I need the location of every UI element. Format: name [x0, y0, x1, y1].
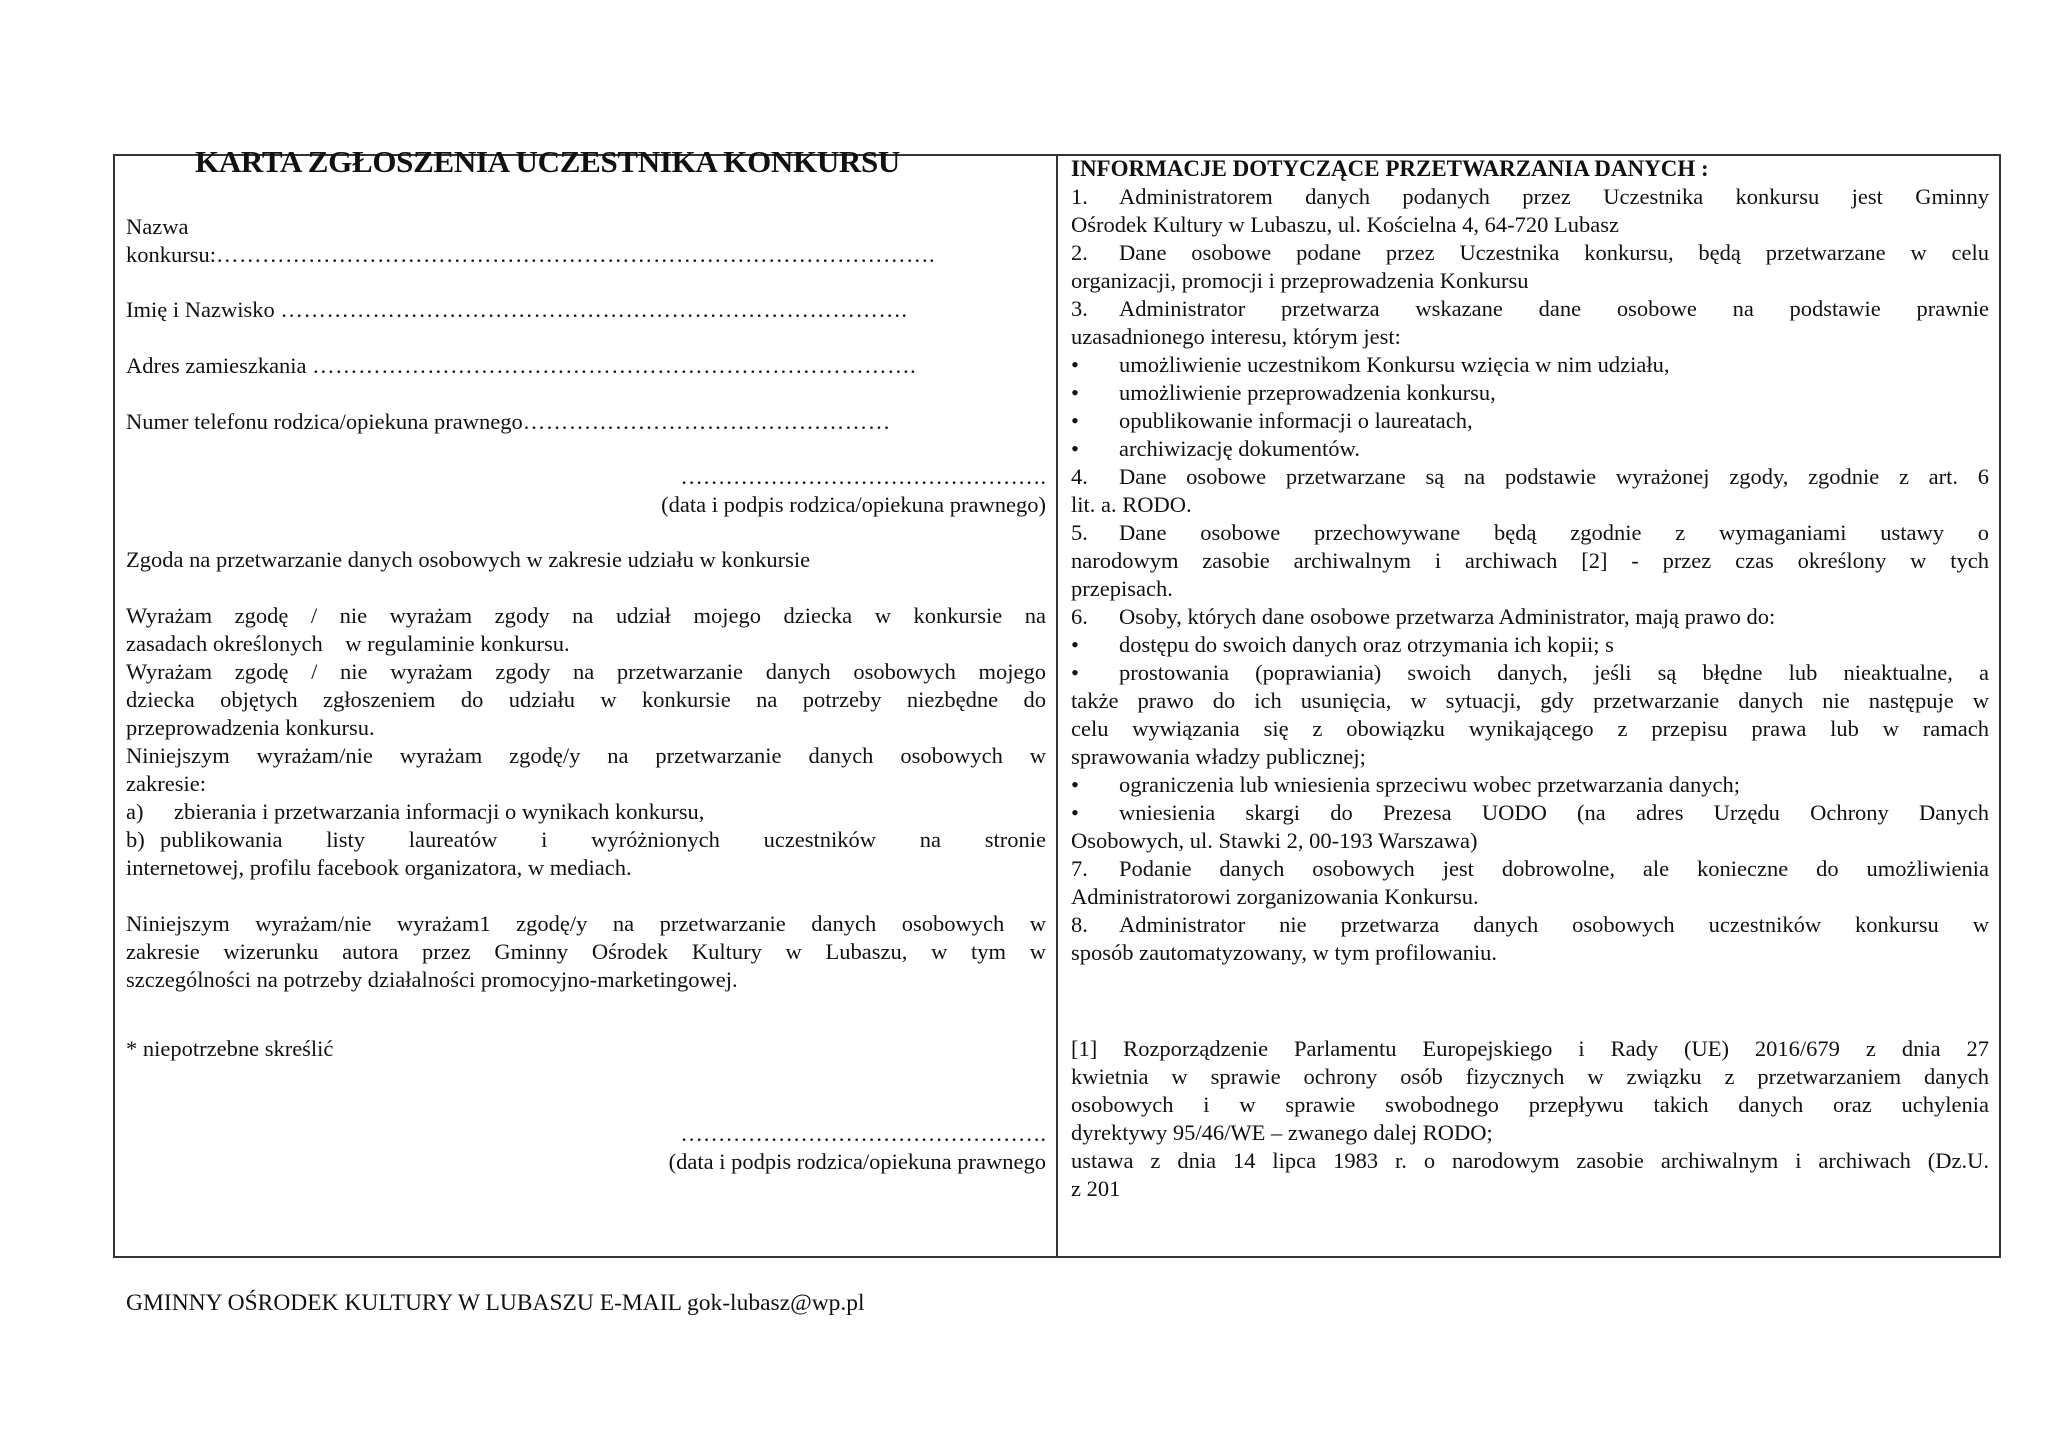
signature-line-1[interactable]: ………………………………………….: [680, 464, 1046, 489]
item-text: wniesienia skargi do Prezesa UODO (na adres Urzędu Ochrony Danych: [1119, 800, 1989, 825]
footnote-line: dyrektywy 95/46/WE – zwanego dalej RODO;: [1071, 1120, 1493, 1145]
info-bullet-item: [1071, 799, 1989, 827]
full-name-field[interactable]: [126, 296, 1046, 324]
info-bullet-item: [1071, 771, 1989, 799]
scope-text: publikowania listy laureatów i wyróżnionych uczestników na stronie: [160, 827, 1046, 852]
footnote-line: z 201: [1071, 1176, 1121, 1201]
address-field[interactable]: [126, 352, 1046, 380]
item-number: 2.: [1071, 240, 1088, 265]
consent-line: Wyrażam zgodę / nie wyrażam zgody na udział mojego dziecka w konkursie na: [126, 603, 1046, 628]
bullet-icon: •: [1071, 380, 1079, 405]
item-text: Administrator przetwarza wskazane dane osobowe na podstawie prawnie: [1119, 296, 1989, 321]
info-continuation-line: celu wywiązania się z obowiązku wynikającego z przepisu prawa lub w ramach: [1071, 716, 1989, 741]
scope-marker: b): [126, 827, 145, 852]
item-text: archiwizację dokumentów.: [1119, 436, 1360, 461]
info-continuation-line: Osobowych, ul. Stawki 2, 00-193 Warszawa): [1071, 828, 1478, 853]
full-name-dots[interactable]: ……………………………………………………………………….: [280, 297, 908, 322]
consent-line: zasadach określonych w regulaminie konkursu.: [126, 631, 570, 656]
bullet-icon: •: [1071, 352, 1079, 377]
info-heading: INFORMACJE DOTYCZĄCE PRZETWARZANIA DANYCH :: [1071, 156, 1709, 181]
info-bullet-item: [1071, 379, 1989, 407]
info-bullet-item: [1071, 351, 1989, 379]
contest-name-label: Nazwa: [126, 214, 189, 239]
info-numbered-item: [1071, 463, 1989, 491]
item-text: ograniczenia lub wniesienia sprzeciwu wobec przetwarzania danych;: [1119, 772, 1740, 797]
contest-name-label-cont: konkursu:: [126, 242, 216, 267]
info-continuation-line: organizacji, promocji i przeprowadzenia Konkursu: [1071, 268, 1529, 293]
info-bullet-item: [1071, 631, 1989, 659]
info-continuation-line: narodowym zasobie archiwalnym i archiwach [2] - przez czas określony w tych: [1071, 548, 1989, 573]
footnote-line: ustawa z dnia 14 lipca 1983 r. o narodowym zasobie archiwalnym i archiwach (Dz.U.: [1071, 1148, 1989, 1173]
full-name-label: Imię i Nazwisko: [126, 297, 275, 322]
info-numbered-item: [1071, 603, 1989, 631]
address-label: Adres zamieszkania: [126, 353, 307, 378]
bullet-icon: •: [1071, 408, 1079, 433]
item-text: umożliwienie uczestnikom Konkursu wzięcia w nim udziału,: [1119, 352, 1670, 377]
item-text: dostępu do swoich danych oraz otrzymania ich kopii; s: [1119, 632, 1614, 657]
phone-dots[interactable]: …………………………………………: [522, 409, 891, 434]
item-number: 1.: [1071, 184, 1088, 209]
address-dots[interactable]: …………………………………………………………………….: [312, 353, 917, 378]
info-bullet-item: [1071, 659, 1989, 687]
scope-item-b: [126, 826, 1046, 854]
info-bullet-item: [1071, 435, 1989, 463]
consent-line: przeprowadzenia konkursu.: [126, 715, 375, 740]
info-continuation-line: sprawowania władzy publicznej;: [1071, 744, 1366, 769]
footnote-line: kwietnia w sprawie ochrony osób fizycznych w związku z przetwarzaniem danych: [1071, 1064, 1989, 1089]
item-number: 7.: [1071, 856, 1088, 881]
item-text: Administrator nie przetwarza danych osobowych uczestników konkursu w: [1119, 912, 1989, 937]
item-text: Osoby, których dane osobowe przetwarza Administrator, mają prawo do:: [1119, 604, 1776, 629]
info-numbered-item: [1071, 295, 1989, 323]
consent-line: Niniejszym wyrażam/nie wyrażam zgodę/y na przetwarzanie danych osobowych w: [126, 743, 1046, 768]
item-text: umożliwienie przeprowadzenia konkursu,: [1119, 380, 1496, 405]
info-continuation-line: Ośrodek Kultury w Lubaszu, ul. Kościelna 4, 64-720 Lubasz: [1071, 212, 1620, 237]
item-text: Administratorem danych podanych przez Uczestnika konkursu jest Gminny: [1119, 184, 1989, 209]
info-continuation-line: sposób zautomatyzowany, w tym profilowaniu.: [1071, 940, 1497, 965]
info-continuation-line: przepisach.: [1071, 576, 1173, 601]
footer-contact: GMINNY OŚRODEK KULTURY W LUBASZU E-MAIL gok-lubasz@wp.pl: [126, 1290, 865, 1316]
info-continuation-line: Administratorowi zorganizowania Konkursu.: [1071, 884, 1479, 909]
item-text: Dane osobowe podane przez Uczestnika konkursu, będą przetwarzane w celu: [1119, 240, 1989, 265]
contest-name-dots[interactable]: ………………………………………………………………………………….: [216, 242, 936, 267]
bullet-icon: •: [1071, 632, 1079, 657]
scope-item-b-cont: internetowej, profilu facebook organizatora, w mediach.: [126, 855, 632, 880]
info-numbered-item: [1071, 519, 1989, 547]
phone-field[interactable]: [126, 408, 1046, 436]
bullet-icon: •: [1071, 800, 1079, 825]
info-bullet-item: [1071, 407, 1989, 435]
info-continuation-line: także prawo do ich usunięcia, w sytuacji, gdy przetwarzanie danych nie następuje w: [1071, 688, 1989, 713]
item-text: Dane osobowe przechowywane będą zgodnie z wymaganiami ustawy o: [1119, 520, 1989, 545]
signature-line-2[interactable]: ………………………………………….: [680, 1121, 1046, 1146]
scope-text: zbierania i przetwarzania informacji o wynikach konkursu,: [174, 799, 705, 824]
consent-heading: Zgoda na przetwarzanie danych osobowych w zakresie udziału w konkursie: [126, 547, 811, 572]
info-continuation-line: lit. a. RODO.: [1071, 492, 1192, 517]
item-text: Podanie danych osobowych jest dobrowolne, ale konieczne do umożliwienia: [1119, 856, 1989, 881]
consent-line: Wyrażam zgodę / nie wyrażam zgody na przetwarzanie danych osobowych mojego: [126, 659, 1046, 684]
item-number: 8.: [1071, 912, 1088, 937]
column-divider: [1056, 154, 1058, 1258]
phone-label: Numer telefonu rodzica/opiekuna prawnego: [126, 409, 523, 434]
item-text: prostowania (poprawiania) swoich danych, jeśli są błędne lub nieaktualne, a: [1119, 660, 1989, 685]
item-number: 5.: [1071, 520, 1088, 545]
item-text: Dane osobowe przetwarzane są na podstawie wyrażonej zgody, zgodnie z art. 6: [1119, 464, 1989, 489]
item-text: opublikowanie informacji o laureatach,: [1119, 408, 1473, 433]
contest-name-field[interactable]: [126, 241, 1046, 269]
item-number: 4.: [1071, 464, 1088, 489]
item-number: 6.: [1071, 604, 1088, 629]
bullet-icon: •: [1071, 436, 1079, 461]
info-numbered-item: [1071, 183, 1989, 211]
bullet-icon: •: [1071, 660, 1079, 685]
item-number: 3.: [1071, 296, 1088, 321]
signature-caption-2: (data i podpis rodzica/opiekuna prawnego: [668, 1149, 1046, 1174]
footnote-line: osobowych i w sprawie swobodnego przepływu takich danych oraz uchylenia: [1071, 1092, 1989, 1117]
consent-line: dziecka objętych zgłoszeniem do udziału w konkursie na potrzeby niezbędne do: [126, 687, 1046, 712]
form-title: KARTA ZGŁOSZENIA UCZESTNIKA KONKURSU: [195, 144, 901, 179]
info-continuation-line: uzasadnionego interesu, którym jest:: [1071, 324, 1401, 349]
info-numbered-item: [1071, 911, 1989, 939]
image-consent-line: zakresie wizerunku autora przez Gminny Ośrodek Kultury w Lubaszu, w tym w: [126, 939, 1046, 964]
strike-note: * niepotrzebne skreślić: [126, 1036, 334, 1061]
info-numbered-item: [1071, 855, 1989, 883]
consent-line: zakresie:: [126, 771, 206, 796]
scope-marker: a): [126, 799, 144, 824]
info-numbered-item: [1071, 239, 1989, 267]
footnote-line: [1] Rozporządzenie Parlamentu Europejskiego i Rady (UE) 2016/679 z dnia 27: [1071, 1036, 1989, 1061]
signature-caption-1: (data i podpis rodzica/opiekuna prawnego): [661, 492, 1046, 517]
image-consent-line: szczególności na potrzeby działalności promocyjno-marketingowej.: [126, 967, 738, 992]
scope-item-a: [126, 798, 1046, 826]
image-consent-line: Niniejszym wyrażam/nie wyrażam1 zgodę/y na przetwarzanie danych osobowych w: [126, 911, 1046, 936]
bullet-icon: •: [1071, 772, 1079, 797]
